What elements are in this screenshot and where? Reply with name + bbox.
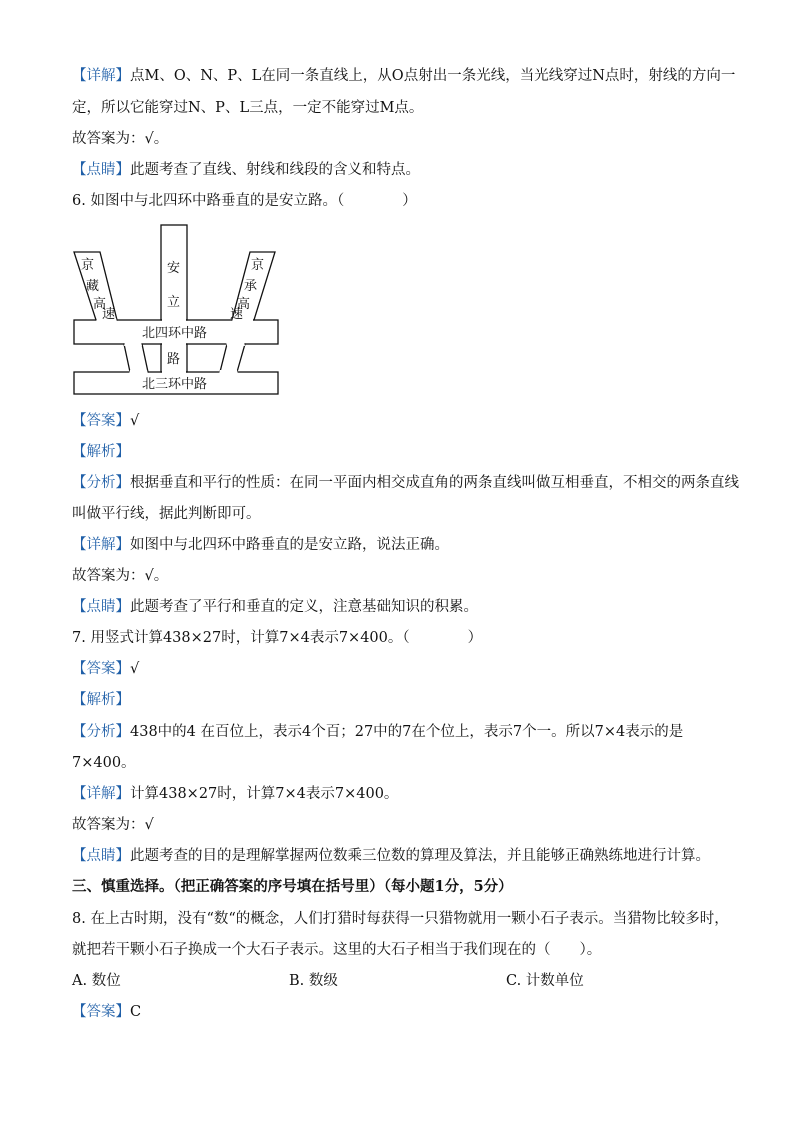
label-an: 安	[167, 261, 181, 276]
detail-tag: 【详解】	[72, 68, 130, 84]
q7-fenxi-line2: 7×400。	[72, 755, 136, 771]
q6-analysis-tag: 【解析】	[72, 444, 130, 460]
label-north4: 北四环中路	[142, 326, 208, 341]
road-map-diagram	[72, 222, 282, 397]
q6-answer-line: 故答案为：√。	[72, 568, 169, 584]
road-jingzang-lower-shape	[124, 344, 148, 372]
label-gao-2: 高	[237, 297, 251, 312]
q8-option-a: A. 数位	[72, 973, 121, 989]
q6-answer: 【答案】√	[72, 413, 140, 429]
q7-answer: 【答案】√	[72, 661, 140, 677]
q8-option-b: B. 数级	[289, 973, 338, 989]
q6-comment: 【点睛】此题考查了平行和垂直的定义，注意基础知识的积累。	[72, 599, 478, 615]
comment-tag: 【点睛】	[72, 162, 130, 178]
label-jing-2: 京	[251, 258, 265, 273]
q8-question-line1: 8. 在上古时期，没有“数“的概念，人们打猎时每获得一只猎物就用一颗小石子表示。当猎物比较多时，	[72, 911, 729, 927]
q6-fenxi-line2: 叫做平行线，据此判断即可。	[72, 506, 261, 522]
q6-fenxi-line1: 【分析】根据垂直和平行的性质：在同一平面内相交成直角的两条直线叫做互相垂直，不相交的两条直线	[72, 475, 739, 491]
label-gao-1: 高	[93, 297, 107, 312]
label-zang: 藏	[86, 279, 100, 294]
label-li: 立	[167, 295, 181, 310]
road-jingcheng-lower-shape	[220, 344, 245, 372]
q5-answer-line: 故答案为：√。	[72, 131, 169, 147]
q7-question: 7. 用竖式计算438×27时，计算7×4表示7×400。（ ）	[72, 630, 483, 646]
q7-answer-line: 故答案为：√	[72, 817, 154, 833]
q7-analysis-tag: 【解析】	[72, 692, 130, 708]
q8-question-line2: 就把若干颗小石子换成一个大石子表示。这里的大石子相当于我们现在的（ ）。	[72, 942, 602, 958]
label-north3: 北三环中路	[142, 377, 208, 392]
q5-detail-line1: 【详解】点M、O、N、P、L在同一条直线上，从O点射出一条光线，当光线穿过N点时，射线的方向一	[72, 68, 736, 84]
q7-detail: 【详解】计算438×27时，计算7×4表示7×400。	[72, 786, 399, 802]
label-jing-1: 京	[81, 258, 95, 273]
q7-comment: 【点睛】此题考查的目的是理解掌握两位数乘三位数的算理及算法，并且能够正确熟练地进行计算。	[72, 848, 710, 864]
q6-detail: 【详解】如图中与北四环中路垂直的是安立路，说法正确。	[72, 537, 449, 553]
q8-option-c: C. 计数单位	[506, 973, 584, 989]
q8-answer: 【答案】C	[72, 1004, 142, 1020]
label-su-2: 速	[230, 307, 244, 322]
q6-question: 6. 如图中与北四环中路垂直的是安立路。（ ）	[72, 193, 417, 209]
label-lu: 路	[167, 352, 181, 367]
section3-heading: 三、慎重选择。（把正确答案的序号填在括号里）（每小题1分，5分）	[72, 878, 513, 895]
label-cheng: 承	[244, 279, 258, 294]
q5-comment: 【点睛】此题考查了直线、射线和线段的含义和特点。	[72, 162, 420, 178]
q7-fenxi-line1: 【分析】438中的4 在百位上，表示4个百；27中的7在个位上，表示7个一。所以7×4表示的是	[72, 724, 684, 740]
q5-detail-line2: 定，所以它能穿过N、P、L三点，一定不能穿过M点。	[72, 100, 424, 116]
label-su-1: 速	[102, 307, 116, 322]
